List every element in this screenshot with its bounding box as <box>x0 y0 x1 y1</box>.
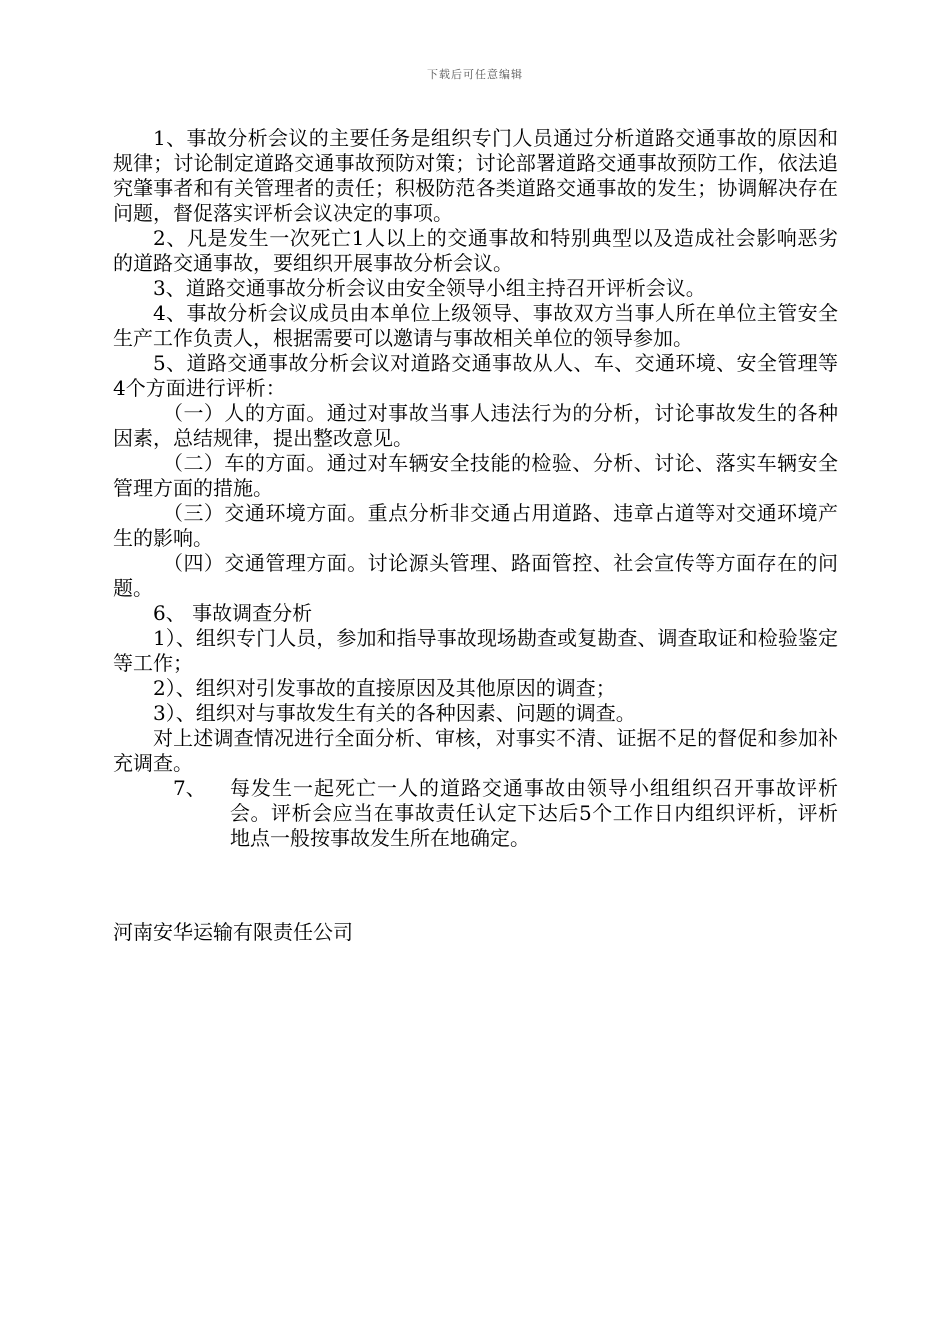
paragraph-5-item-1: （一）人的方面。通过对事故当事人违法行为的分析，讨论事故发生的各种因素，总结规律，提出整改意见。 <box>113 401 838 450</box>
page-header: 下载后可任意编辑 <box>427 68 523 81</box>
paragraph-5-item-2: （二）车的方面。通过对车辆安全技能的检验、分析、讨论、落实车辆安全管理方面的措施。 <box>113 451 838 500</box>
document-body <box>113 126 838 851</box>
company-name: 河南安华运输有限责任公司 <box>113 920 353 944</box>
paragraph-6: 6、 事故调查分析 <box>153 601 313 625</box>
paragraph-5: 5、道路交通事故分析会议对道路交通事故从人、车、交通环境、安全管理等4个方面进行评析： <box>113 351 838 400</box>
paragraph-7 <box>113 776 838 851</box>
paragraph-1: 1、事故分析会议的主要任务是组织专门人员通过分析道路交通事故的原因和规律；讨论制定道路交通事故预防对策；讨论部署道路交通事故预防工作，依法追究肇事者和有关管理者的责任；积极防范各类道路交通事故的发生；协调解决存在问题，督促落实评析会议决定的事项。 <box>113 126 838 225</box>
paragraph-6-summary: 对上述调查情况进行全面分析、审核，对事实不清、证据不足的督促和参加补充调查。 <box>113 726 838 775</box>
paragraph-7-text: 每发生一起死亡一人的道路交通事故由领导小组组织召开事故评析会。评析会应当在事故责任认定下达后5个工作日内组织评析，评析地点一般按事故发生所在地确定。 <box>230 776 838 850</box>
paragraph-3: 3、道路交通事故分析会议由安全领导小组主持召开评析会议。 <box>153 276 706 300</box>
paragraph-6-item-3: 3）、组织对与事故发生有关的各种因素、问题的调查。 <box>153 701 636 725</box>
paragraph-6-item-2: 2）、组织对引发事故的直接原因及其他原因的调查； <box>153 676 616 700</box>
paragraph-4: 4、事故分析会议成员由本单位上级领导、事故双方当事人所在单位主管安全生产工作负责人，根据需要可以邀请与事故相关单位的领导参加。 <box>113 301 838 350</box>
paragraph-5-item-3: （三）交通环境方面。重点分析非交通占用道路、违章占道等对交通环境产生的影响。 <box>113 501 838 550</box>
paragraph-7-number: 7、 <box>173 776 206 800</box>
paragraph-5-item-4: （四）交通管理方面。讨论源头管理、路面管控、社会宣传等方面存在的问题。 <box>113 551 838 600</box>
paragraph-6-item-1: 1）、组织专门人员，参加和指导事故现场勘查或复勘查、调查取证和检验鉴定等工作； <box>113 626 838 675</box>
paragraph-2: 2、凡是发生一次死亡1人以上的交通事故和特别典型以及造成社会影响恶劣的道路交通事故，要组织开展事故分析会议。 <box>113 226 838 275</box>
